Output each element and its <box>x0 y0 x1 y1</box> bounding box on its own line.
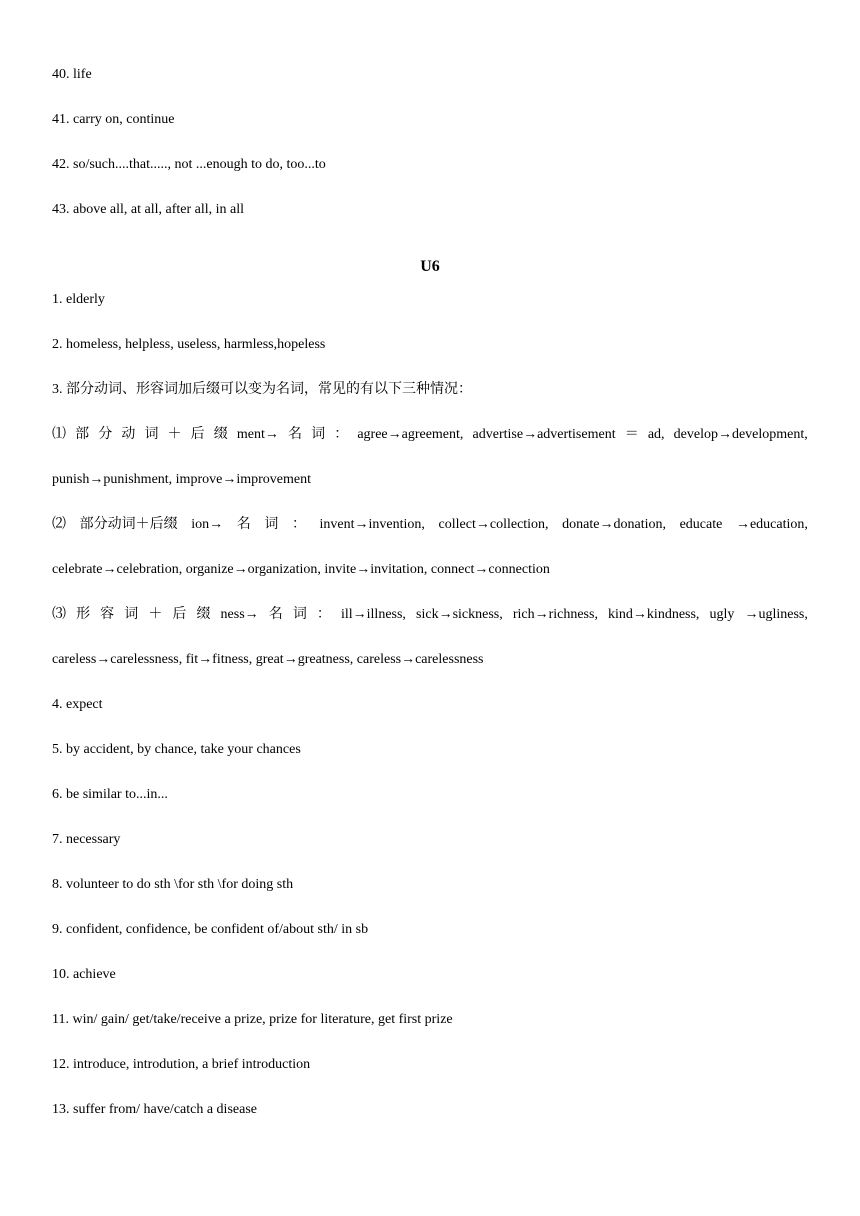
rule-token: ： <box>334 427 349 442</box>
rule-token: 缀 <box>196 607 211 622</box>
rule-token: ： <box>291 517 306 532</box>
rule-line-1-cont: punish→punishment, improve→improvement <box>52 472 311 487</box>
list-item: 12. introduce, introdution, a brief introduction <box>52 1057 311 1072</box>
rule-line-3 <box>52 606 808 624</box>
list-item: 9. confident, confidence, be confident of/about sth/ in sb <box>52 922 369 937</box>
rule-token: ＋ <box>148 607 163 622</box>
list-item: 7. necessary <box>52 832 121 847</box>
rule-line-2-cont: celebrate→celebration, organize→organization, invite→invitation, connect→connection <box>52 562 550 577</box>
rule-token: 后 <box>190 427 205 442</box>
rule-line-3-cont: careless→carelessness, fit→fitness, great→greatness, careless→carelessness <box>52 652 484 667</box>
list-item: 4. expect <box>52 697 103 712</box>
list-item: 11. win/ gain/ get/take/receive a prize, prize for literature, get first prize <box>52 1012 453 1027</box>
list-item: 5. by accident, by chance, take your chances <box>52 742 301 757</box>
rule-token: ment→ <box>236 427 279 442</box>
list-item: 43. above all, at all, after all, in all <box>52 202 245 217</box>
rule-token: donate→donation, <box>562 517 666 532</box>
rule-token: educate <box>679 517 723 532</box>
list-item: 1. elderly <box>52 292 105 307</box>
rule-token: 名 <box>268 607 283 622</box>
rule-token: ness→ <box>220 607 259 622</box>
section-title: U6 <box>420 258 440 275</box>
rule-token: collect→collection, <box>438 517 549 532</box>
rule-token: →ugliness, <box>744 607 808 622</box>
list-item: 3. 部分动词、形容词加后缀可以变为名词，常见的有以下三种情况： <box>52 382 472 397</box>
rule-token: 缀 <box>213 427 228 442</box>
rule-token: develop→development, <box>673 427 808 442</box>
list-item: 40. life <box>52 67 92 82</box>
rule-token: 名 <box>236 517 251 532</box>
rule-token: 词 <box>264 517 279 532</box>
rule-line-1 <box>52 426 808 444</box>
rule-token: invent→invention, <box>319 517 425 532</box>
rule-token: ⑴ <box>52 427 66 442</box>
rule-token: ： <box>316 607 331 622</box>
rule-token: →education, <box>735 517 808 532</box>
rule-token: ⑶ <box>52 607 66 622</box>
rule-token: ⑵ <box>52 517 66 532</box>
rule-token: kind→kindness, <box>608 607 700 622</box>
rule-token: ugly <box>709 607 735 622</box>
rule-token: 容 <box>100 607 115 622</box>
list-item: 8. volunteer to do sth \for sth \for doing sth <box>52 877 294 892</box>
list-item: 41. carry on, continue <box>52 112 175 127</box>
list-item: 10. achieve <box>52 967 116 982</box>
rule-line-2 <box>52 516 808 534</box>
list-item: 42. so/such....that....., not ...enough to do, too...to <box>52 157 326 172</box>
rule-token: 词 <box>124 607 139 622</box>
rule-token: 名 <box>287 427 302 442</box>
rule-token: 分 <box>98 427 113 442</box>
rule-token: 部分动词＋后缀 <box>79 517 178 532</box>
rule-token: ＋ <box>167 427 182 442</box>
rule-token: advertise→advertisement <box>472 427 616 442</box>
list-item: 6. be similar to...in... <box>52 787 168 802</box>
rule-token: 词 <box>311 427 326 442</box>
rule-token: rich→richness, <box>512 607 598 622</box>
rule-token: ion→ <box>191 517 224 532</box>
rule-token: 形 <box>76 607 91 622</box>
rule-token: 词 <box>292 607 307 622</box>
rule-token: 后 <box>172 607 187 622</box>
rule-token: ill→illness, <box>340 607 406 622</box>
list-item: 2. homeless, helpless, useless, harmless,hopeless <box>52 337 326 352</box>
rule-token: 动 <box>121 427 136 442</box>
rule-token: ＝ <box>624 427 639 442</box>
list-item: 13. suffer from/ have/catch a disease <box>52 1102 257 1117</box>
rule-token: 词 <box>144 427 159 442</box>
rule-token: sick→sickness, <box>416 607 503 622</box>
rule-token: agree→agreement, <box>357 427 464 442</box>
rule-token: ad, <box>647 427 665 442</box>
rule-token: 部 <box>75 427 90 442</box>
